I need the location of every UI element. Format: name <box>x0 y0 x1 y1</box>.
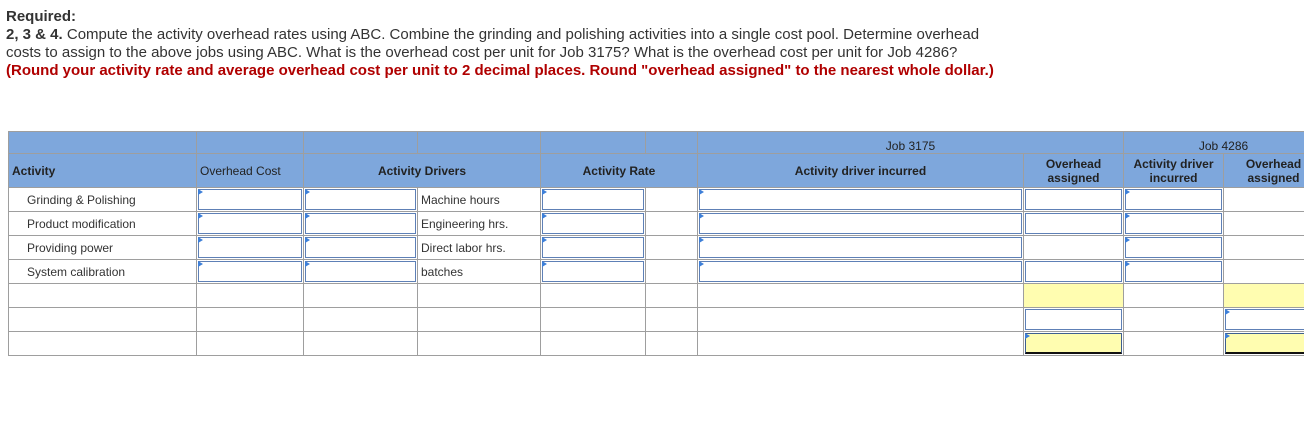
input-marker-icon <box>198 237 203 243</box>
table-row-providing-power <box>9 236 1304 260</box>
requirement-numbers: 2, 3 & 4. <box>6 26 63 43</box>
activity-rate-cell <box>541 236 646 260</box>
driver-qty-cell <box>304 188 418 212</box>
overhead-cost-cell <box>197 188 304 212</box>
job1-assigned-cell <box>1024 236 1124 260</box>
table-row-per-unit <box>9 332 1304 356</box>
col-activity-header: Activity <box>9 154 197 188</box>
job-3175-header: Job 3175 <box>698 132 1124 154</box>
input-marker-icon <box>542 189 547 195</box>
job2-units-cell <box>1224 308 1304 332</box>
job1-overhead-per-unit-input[interactable] <box>1025 333 1122 354</box>
job2-overhead-per-unit-input[interactable] <box>1225 333 1304 354</box>
job1-driver-cell <box>698 212 1024 236</box>
abc-worksheet-table <box>8 131 1304 356</box>
blank-cell <box>9 332 197 356</box>
driver-qty-cell <box>304 260 418 284</box>
header-blank <box>197 132 304 154</box>
activity-rate-input[interactable] <box>542 189 644 210</box>
col-activity-rate-header: Activity Rate <box>541 154 698 188</box>
input-marker-icon <box>198 189 203 195</box>
job1-driver-input[interactable] <box>699 189 1022 210</box>
overhead-cost-input[interactable] <box>198 189 302 210</box>
blank-cell <box>646 308 698 332</box>
job2-assigned-cell <box>1224 188 1304 212</box>
driver-label: Direct labor hrs. <box>418 236 541 260</box>
table-row-grinding-polishing <box>9 188 1304 212</box>
header-blank <box>541 132 646 154</box>
input-marker-icon <box>699 237 704 243</box>
blank-cell <box>304 308 418 332</box>
job1-assigned-input[interactable] <box>1025 189 1122 210</box>
job1-assigned-cell <box>1024 260 1124 284</box>
blank-cell <box>9 308 197 332</box>
overhead-cost-cell <box>197 236 304 260</box>
job1-driver-cell <box>698 260 1024 284</box>
job1-assigned-cell <box>1024 188 1124 212</box>
overhead-cost-input[interactable] <box>198 261 302 282</box>
header-row-columns <box>9 154 1304 188</box>
job2-total-cell <box>1224 284 1304 308</box>
header-blank <box>9 132 197 154</box>
blank-cell <box>698 284 1024 308</box>
driver-quantity-input[interactable] <box>305 189 416 210</box>
input-marker-icon <box>1125 213 1130 219</box>
input-marker-icon <box>1225 309 1230 315</box>
header-blank <box>646 132 698 154</box>
input-marker-icon <box>1125 237 1130 243</box>
blank-cell <box>1124 332 1224 356</box>
job2-driver-cell <box>1124 260 1224 284</box>
overhead-cost-input[interactable] <box>198 213 302 234</box>
driver-label: batches <box>418 260 541 284</box>
job2-assigned-cell <box>1224 260 1304 284</box>
blank-cell <box>1124 308 1224 332</box>
header-blank <box>418 132 541 154</box>
instructions <box>6 8 1006 80</box>
col-job1-driver-header: Activity driver incurred <box>698 154 1024 188</box>
job1-driver-input[interactable] <box>699 261 1022 282</box>
input-marker-icon <box>699 213 704 219</box>
activity-name: Product modification <box>9 212 197 236</box>
col-job2-driver-header: Activity driver incurred <box>1124 154 1224 188</box>
driver-qty-cell <box>304 236 418 260</box>
job2-assigned-cell <box>1224 236 1304 260</box>
blank-cell <box>9 284 197 308</box>
job1-total-overhead-input[interactable] <box>1024 284 1123 307</box>
input-marker-icon <box>699 261 704 267</box>
driver-qty-cell <box>304 212 418 236</box>
blank-cell <box>541 308 646 332</box>
driver-label: Machine hours <box>418 188 541 212</box>
job1-driver-cell <box>698 236 1024 260</box>
job2-driver-input[interactable] <box>1125 213 1222 234</box>
blank-cell <box>646 236 698 260</box>
blank-cell <box>197 332 304 356</box>
header-row-jobs <box>9 132 1304 154</box>
blank-cell <box>1124 284 1224 308</box>
job2-driver-cell <box>1124 188 1224 212</box>
table-row-total <box>9 284 1304 308</box>
table-row-product-modification <box>9 212 1304 236</box>
required-label: Required: <box>6 8 77 25</box>
activity-rate-input[interactable] <box>542 213 644 234</box>
blank-cell <box>418 308 541 332</box>
job1-driver-input[interactable] <box>699 213 1022 234</box>
col-job2-assigned-header: Overhead assigned <box>1224 154 1304 188</box>
blank-cell <box>646 332 698 356</box>
activity-rate-cell <box>541 188 646 212</box>
blank-cell <box>646 260 698 284</box>
activity-rate-input[interactable] <box>542 261 644 282</box>
blank-cell <box>541 284 646 308</box>
blank-cell <box>304 332 418 356</box>
blank-cell <box>698 332 1024 356</box>
job2-assigned-cell <box>1224 212 1304 236</box>
overhead-cost-cell <box>197 260 304 284</box>
blank-cell <box>646 188 698 212</box>
job1-driver-input[interactable] <box>699 237 1022 258</box>
driver-quantity-input[interactable] <box>305 213 416 234</box>
blank-cell <box>418 284 541 308</box>
job2-driver-cell <box>1124 212 1224 236</box>
job2-per-unit-cell <box>1224 332 1304 356</box>
rounding-note: (Round your activity rate and average overhead cost per unit to 2 decimal places. Round "overhead assigned" to the nearest whole dollar.) <box>6 62 994 79</box>
instructions-text <box>6 26 1006 80</box>
table-row-system-calibration <box>9 260 1304 284</box>
activity-rate-cell <box>541 212 646 236</box>
blank-cell <box>304 284 418 308</box>
blank-cell <box>698 308 1024 332</box>
blank-cell <box>646 212 698 236</box>
job1-assigned-cell <box>1024 212 1124 236</box>
input-marker-icon <box>1025 333 1030 339</box>
input-marker-icon <box>1125 189 1130 195</box>
job1-units-input[interactable] <box>1025 309 1122 330</box>
input-marker-icon <box>305 189 310 195</box>
job-4286-header: Job 4286 <box>1124 132 1304 154</box>
header-blank <box>304 132 418 154</box>
input-marker-icon <box>198 261 203 267</box>
job2-driver-input[interactable] <box>1125 189 1222 210</box>
job1-units-cell <box>1024 308 1124 332</box>
job1-assigned-input[interactable] <box>1025 213 1122 234</box>
job1-per-unit-cell <box>1024 332 1124 356</box>
blank-cell <box>541 332 646 356</box>
job1-total-cell <box>1024 284 1124 308</box>
activity-name: System calibration <box>9 260 197 284</box>
input-marker-icon <box>699 189 704 195</box>
job2-driver-input[interactable] <box>1125 237 1222 258</box>
col-overhead-cost-header: Overhead Cost <box>197 154 304 188</box>
instructions-body: Compute the activity overhead rates using ABC. Combine the grinding and polishing activities into a single cost pool. Determine overhead costs to assign to the above jobs using ABC. What is the overhead cost per unit for Job 3175? What is the overhead cost per unit for Job 4286? <box>6 26 980 61</box>
col-activity-drivers-header: Activity Drivers <box>304 154 541 188</box>
blank-cell <box>197 284 304 308</box>
job2-driver-input[interactable] <box>1125 261 1222 282</box>
job2-driver-cell <box>1124 236 1224 260</box>
job2-total-overhead-input[interactable] <box>1224 284 1304 307</box>
input-marker-icon <box>305 213 310 219</box>
input-marker-icon <box>198 213 203 219</box>
overhead-cost-cell <box>197 212 304 236</box>
input-marker-icon <box>1225 333 1230 339</box>
col-job1-assigned-header: Overhead assigned <box>1024 154 1124 188</box>
blank-cell <box>418 332 541 356</box>
driver-label: Engineering hrs. <box>418 212 541 236</box>
blank-cell <box>646 284 698 308</box>
driver-quantity-input[interactable] <box>305 237 416 258</box>
table-row-units <box>9 308 1304 332</box>
input-marker-icon <box>542 261 547 267</box>
job1-assigned-input[interactable] <box>1025 261 1122 282</box>
activity-rate-input[interactable] <box>542 237 644 258</box>
activity-rate-cell <box>541 260 646 284</box>
input-marker-icon <box>542 237 547 243</box>
activity-name: Grinding & Polishing <box>9 188 197 212</box>
input-marker-icon <box>1125 261 1130 267</box>
input-marker-icon <box>542 213 547 219</box>
overhead-cost-input[interactable] <box>198 237 302 258</box>
driver-quantity-input[interactable] <box>305 261 416 282</box>
input-marker-icon <box>305 261 310 267</box>
blank-cell <box>197 308 304 332</box>
input-marker-icon <box>305 237 310 243</box>
job2-units-input[interactable] <box>1225 309 1304 330</box>
activity-name: Providing power <box>9 236 197 260</box>
job1-driver-cell <box>698 188 1024 212</box>
